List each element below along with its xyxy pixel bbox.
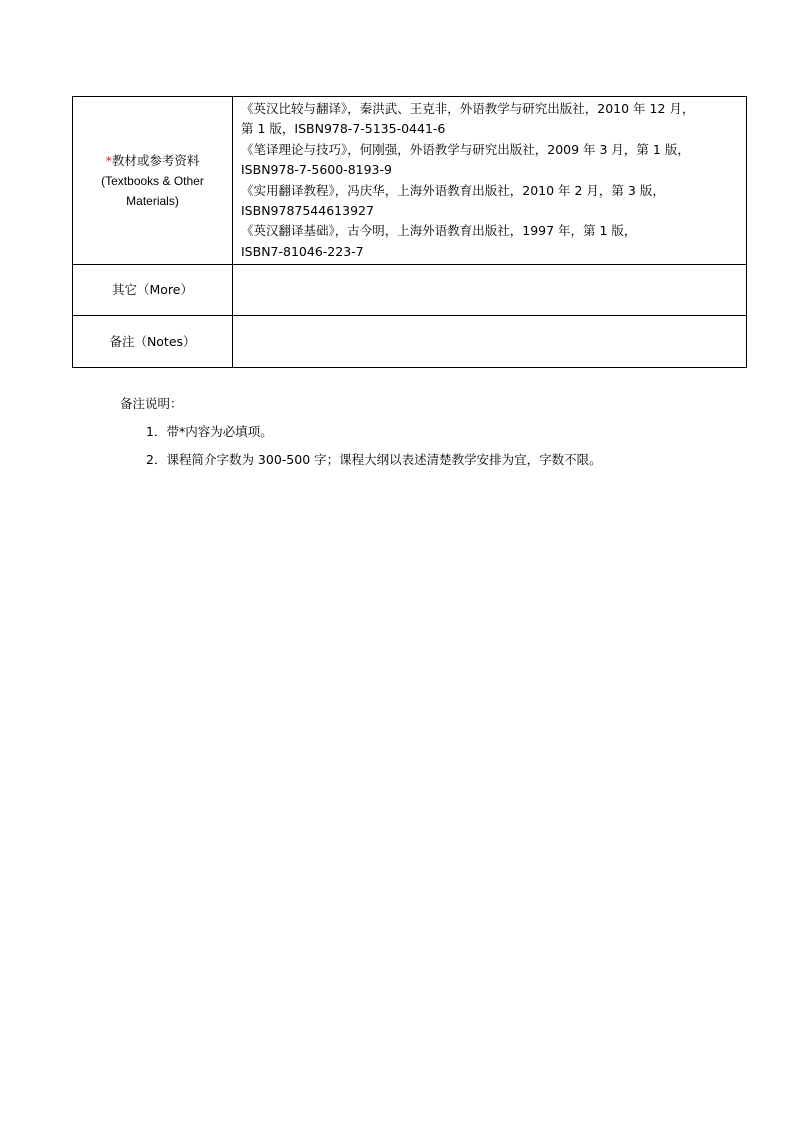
more-label: 其它（More） (73, 265, 233, 316)
notes-value (233, 316, 747, 368)
materials-value-cell (233, 97, 747, 265)
materials-label-en-2: Materials) (126, 193, 179, 208)
footnotes (120, 390, 602, 474)
materials-label-en-1: (Textbooks & Other (101, 173, 204, 188)
reference-line: 《英汉比较与翻译》，秦洪武、王克非，外语教学与研究出版社，2010 年 12 月， (241, 100, 695, 116)
required-star: * (105, 152, 112, 168)
reference-line: 《笔译理论与技巧》，何刚强，外语教学与研究出版社，2009 年 3 月，第 1 版， (241, 141, 690, 157)
materials-label-cell (73, 97, 233, 265)
footnote-item: 1．带*内容为必填项。 (146, 424, 273, 439)
course-info-table (72, 96, 747, 368)
reference-line: ISBN7-81046-223-7 (241, 243, 364, 259)
reference-line: ISBN9787544613927 (241, 202, 374, 218)
table-row-notes (73, 316, 747, 368)
materials-label-cn: 教材或参考资料 (111, 152, 200, 168)
reference-line: 《英汉翻译基础》，古今明，上海外语教育出版社，1997 年，第 1 版， (241, 223, 637, 239)
materials-label-cn-line (73, 151, 232, 171)
more-value (233, 265, 747, 316)
footnotes-heading: 备注说明： (120, 396, 183, 411)
reference-line: ISBN978-7-5600-8193-9 (241, 162, 392, 178)
footnote-item: 2．课程简介字数为 300-500 字；课程大纲以表述清楚教学安排为宜，字数不限。 (146, 452, 602, 467)
reference-line: 《实用翻译教程》，冯庆华，上海外语教育出版社，2010 年 2 月，第 3 版， (241, 182, 665, 198)
notes-label: 备注（Notes） (73, 316, 233, 368)
table-row-materials (73, 97, 747, 265)
table-row-more (73, 265, 747, 316)
reference-line: 第 1 版，ISBN978-7-5135-0441-6 (241, 121, 446, 137)
